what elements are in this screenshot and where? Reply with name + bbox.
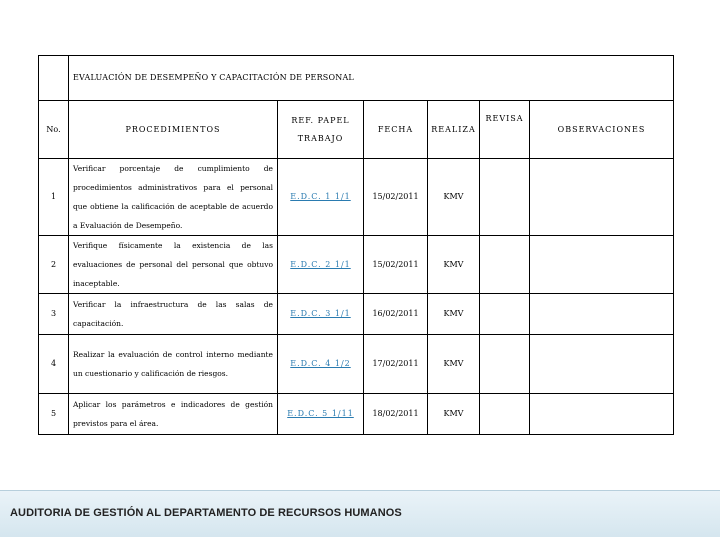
- row-revisa: [480, 159, 530, 236]
- row-realiza: KMV: [428, 159, 480, 236]
- row-revisa: [480, 335, 530, 394]
- footer-banner: [0, 490, 720, 537]
- title-corner-cell: [39, 56, 69, 101]
- row-ref-link[interactable]: E.D.C. 3 1/1: [278, 294, 364, 335]
- row-date: 17/02/2011: [364, 335, 428, 394]
- header-observaciones: OBSERVACIONES: [530, 101, 674, 159]
- row-realiza: KMV: [428, 294, 480, 335]
- procedures-table: [38, 55, 674, 435]
- header-ref-line2: TRABAJO: [297, 133, 344, 143]
- row-ref-link[interactable]: E.D.C. 1 1/1: [278, 159, 364, 236]
- row-number: 3: [39, 294, 69, 335]
- procedures-sheet: [38, 55, 673, 435]
- title-row: [39, 56, 674, 101]
- row-revisa: [480, 394, 530, 435]
- header-realiza: REALIZA: [428, 101, 480, 159]
- row-date: 16/02/2011: [364, 294, 428, 335]
- row-date: 15/02/2011: [364, 236, 428, 294]
- table-row: [39, 394, 674, 435]
- row-date: 18/02/2011: [364, 394, 428, 435]
- table-row: [39, 159, 674, 236]
- row-ref-link[interactable]: E.D.C. 4 1/2: [278, 335, 364, 394]
- row-revisa: [480, 236, 530, 294]
- header-fecha: FECHA: [364, 101, 428, 159]
- row-procedure: Verificar la infraestructura de las salas de capacitación.: [69, 294, 278, 335]
- table-title: EVALUACIÓN DE DESEMPEÑO Y CAPACITACIÓN DE PERSONAL: [69, 56, 674, 101]
- row-date: 15/02/2011: [364, 159, 428, 236]
- row-number: 2: [39, 236, 69, 294]
- row-observaciones: [530, 335, 674, 394]
- row-number: 4: [39, 335, 69, 394]
- row-realiza: KMV: [428, 335, 480, 394]
- header-procedimientos: PROCEDIMIENTOS: [69, 101, 278, 159]
- header-ref-line1: REF. PAPEL: [291, 115, 350, 125]
- row-procedure: Verifique físicamente la existencia de las evaluaciones de personal del personal que obtuvo inaceptable.: [69, 236, 278, 294]
- row-ref-link[interactable]: E.D.C. 5 1/11: [278, 394, 364, 435]
- row-observaciones: [530, 394, 674, 435]
- row-observaciones: [530, 159, 674, 236]
- row-number: 1: [39, 159, 69, 236]
- table-row: [39, 335, 674, 394]
- row-observaciones: [530, 294, 674, 335]
- row-procedure: Verificar porcentaje de cumplimiento de procedimientos administrativos para el personal que obtiene la calificación de aceptable de acuerdo a Evaluación de Desempeño.: [69, 159, 278, 236]
- row-number: 5: [39, 394, 69, 435]
- table-row: [39, 236, 674, 294]
- row-revisa: [480, 294, 530, 335]
- row-realiza: KMV: [428, 236, 480, 294]
- header-revisa: REVISA: [480, 101, 530, 159]
- header-no: No.: [39, 101, 69, 159]
- header-row: [39, 101, 674, 159]
- row-procedure: Aplicar los parámetros e indicadores de gestión previstos para el área.: [69, 394, 278, 435]
- row-ref-link[interactable]: E.D.C. 2 1/1: [278, 236, 364, 294]
- header-ref: [278, 101, 364, 159]
- row-procedure: Realizar la evaluación de control interno mediante un cuestionario y calificación de riesgos.: [69, 335, 278, 394]
- table-row: [39, 294, 674, 335]
- row-realiza: KMV: [428, 394, 480, 435]
- row-observaciones: [530, 236, 674, 294]
- footer-title: AUDITORIA DE GESTIÓN AL DEPARTAMENTO DE RECURSOS HUMANOS: [10, 507, 402, 519]
